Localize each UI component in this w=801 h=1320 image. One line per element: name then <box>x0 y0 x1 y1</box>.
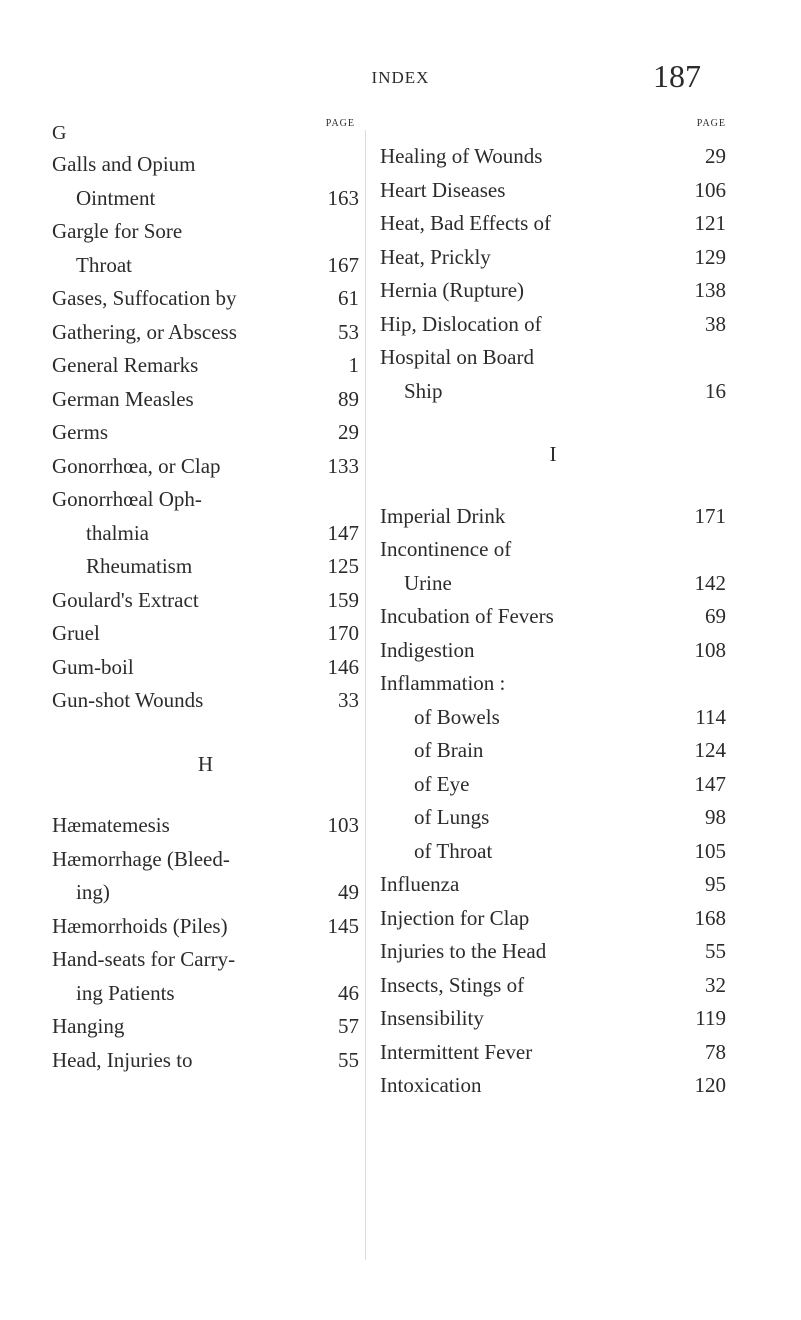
index-entry <box>52 349 359 383</box>
section-heading-h <box>52 748 359 782</box>
entry-page: 129 <box>694 244 726 269</box>
entry-text: Gases, Suffocation by <box>52 286 237 310</box>
entry-page: 145 <box>327 913 359 938</box>
entry-page: 120 <box>694 1073 726 1097</box>
index-entry <box>380 500 726 534</box>
entry-page: 29 <box>338 420 359 444</box>
index-list-h-cont <box>380 140 726 408</box>
entry-page: 125 <box>327 554 359 578</box>
entry-text: Injection for Clap <box>380 905 530 930</box>
entry-text: Incubation of Fevers <box>380 604 554 628</box>
entry-page: 147 <box>327 520 359 545</box>
index-entry <box>380 768 726 802</box>
entry-page: 133 <box>327 453 359 478</box>
entry-text: Rheumatism <box>86 554 193 578</box>
entry-text: Urine <box>404 570 452 595</box>
entry-page: 167 <box>327 252 359 277</box>
index-entry <box>52 876 359 910</box>
entry-text: Gun-shot Wounds <box>52 688 204 712</box>
entry-page: 46 <box>338 980 359 1005</box>
section-letter: G <box>52 122 67 144</box>
entry-text: Hand-seats for Carry- <box>52 947 236 971</box>
entry-page: 163 <box>327 185 359 210</box>
index-entry <box>52 977 359 1011</box>
index-entry <box>52 617 359 651</box>
index-entry <box>52 684 359 718</box>
entry-text: Intoxication <box>380 1073 482 1097</box>
entry-text: Hæmatemesis <box>52 813 170 837</box>
entry-page: 170 <box>327 621 359 645</box>
index-entry <box>380 274 726 308</box>
entry-text: ing Patients <box>76 980 175 1005</box>
entry-text: Gathering, or Abscess <box>52 319 237 344</box>
page-header <box>0 58 801 98</box>
index-entry <box>380 835 726 869</box>
index-entry <box>52 943 359 977</box>
index-entry <box>52 416 359 450</box>
entry-page: 89 <box>338 386 359 411</box>
entry-text: Insensibility <box>380 1006 484 1030</box>
entry-text: Hip, Dislocation of <box>380 311 542 336</box>
entry-page: 106 <box>694 177 726 202</box>
page-number: 187 <box>653 58 701 94</box>
entry-text: Heat, Prickly <box>380 244 491 269</box>
page-column-label: PAGE <box>325 118 355 129</box>
index-list-h <box>52 809 359 1077</box>
index-entry <box>380 801 726 835</box>
entry-page: 124 <box>694 738 726 762</box>
page-column-header <box>380 118 726 140</box>
index-entry <box>52 550 359 584</box>
entry-page: 55 <box>338 1047 359 1072</box>
index-entry <box>380 140 726 174</box>
index-entry <box>52 182 359 216</box>
entry-page: 121 <box>694 211 726 235</box>
entry-page: 142 <box>694 570 726 595</box>
entry-text: of Bowels <box>414 704 500 729</box>
entry-text: Healing of Wounds <box>380 144 543 168</box>
index-entry <box>380 308 726 342</box>
entry-text: Hæmorrhoids (Piles) <box>52 913 228 938</box>
entry-text: Galls and Opium <box>52 152 196 176</box>
entry-page: 55 <box>705 939 726 963</box>
entry-text: Ship <box>404 378 443 403</box>
entry-page: 78 <box>705 1039 726 1064</box>
entry-text: German Measles <box>52 386 194 411</box>
index-entry <box>52 1044 359 1078</box>
entry-page: 61 <box>338 286 359 310</box>
entry-text: Injuries to the Head <box>380 939 547 963</box>
entry-page: 32 <box>705 972 726 997</box>
index-entry <box>380 935 726 969</box>
running-title: INDEX <box>371 68 430 87</box>
index-entry <box>52 843 359 877</box>
entry-text: Heart Diseases <box>380 177 506 202</box>
index-entry <box>380 902 726 936</box>
index-entry <box>52 282 359 316</box>
entry-page: 103 <box>327 813 359 837</box>
index-entry <box>52 809 359 843</box>
entry-page: 53 <box>338 319 359 344</box>
index-entry <box>52 517 359 551</box>
entry-text: Gum-boil <box>52 654 134 679</box>
entry-text: Intermittent Fever <box>380 1039 533 1064</box>
entry-text: Influenza <box>380 872 460 896</box>
index-list-i <box>380 500 726 1103</box>
index-entry <box>380 1002 726 1036</box>
entry-page: 33 <box>338 688 359 712</box>
entry-text: General Remarks <box>52 353 199 377</box>
entry-text: Head, Injuries to <box>52 1047 193 1072</box>
index-entry <box>380 533 726 567</box>
entry-text: ing) <box>76 880 110 904</box>
entry-text: of Throat <box>414 838 493 863</box>
entry-text: Indigestion <box>380 637 475 662</box>
entry-page: 57 <box>338 1014 359 1038</box>
entry-page: 38 <box>705 311 726 336</box>
index-entry <box>52 316 359 350</box>
entry-page: 168 <box>694 905 726 930</box>
entry-text: thalmia <box>86 520 149 545</box>
page-column-label: PAGE <box>696 118 726 129</box>
index-entry <box>52 910 359 944</box>
entry-text: Imperial Drink <box>380 503 506 528</box>
index-entry <box>380 868 726 902</box>
index-entry <box>52 383 359 417</box>
entry-text: Ointment <box>76 185 156 210</box>
index-entry <box>380 207 726 241</box>
index-entry <box>52 651 359 685</box>
index-entry <box>380 341 726 375</box>
entry-text: Hæmorrhage (Bleed- <box>52 846 230 871</box>
entry-text: of Eye <box>414 771 470 796</box>
index-entry <box>52 148 359 182</box>
left-column <box>52 118 359 1077</box>
entry-page: 119 <box>695 1006 726 1030</box>
index-entry <box>380 734 726 768</box>
entry-text: Inflammation : <box>380 671 506 695</box>
entry-page: 98 <box>705 805 726 829</box>
index-list-g <box>52 148 359 718</box>
index-entry <box>52 584 359 618</box>
index-entry <box>380 174 726 208</box>
entry-page: 105 <box>694 838 726 863</box>
entry-page: 146 <box>327 654 359 679</box>
section-letter: I <box>549 442 557 466</box>
entry-text: Hernia (Rupture) <box>380 278 525 302</box>
entry-page: 108 <box>694 637 726 662</box>
entry-text: Insects, Stings of <box>380 972 525 997</box>
index-entry <box>380 241 726 275</box>
entry-page: 29 <box>705 144 726 168</box>
entry-page: 49 <box>338 880 359 904</box>
entry-text: Incontinence of <box>380 537 512 561</box>
right-column <box>380 118 726 1103</box>
entry-page: 171 <box>694 503 726 528</box>
index-entry <box>380 969 726 1003</box>
entry-page: 147 <box>694 771 726 796</box>
index-entry <box>52 483 359 517</box>
index-entry <box>380 375 726 409</box>
index-entry <box>380 701 726 735</box>
entry-text: Throat <box>76 252 132 277</box>
entry-text: of Brain <box>414 738 484 762</box>
entry-text: of Lungs <box>414 805 490 829</box>
entry-text: Gargle for Sore <box>52 219 183 243</box>
entry-page: 1 <box>348 353 359 377</box>
index-entry <box>52 249 359 283</box>
index-entry <box>52 1010 359 1044</box>
entry-text: Hospital on Board <box>380 345 534 369</box>
entry-text: Germs <box>52 420 108 444</box>
entry-page: 16 <box>705 378 726 403</box>
entry-page: 138 <box>694 278 726 302</box>
index-entry <box>380 667 726 701</box>
section-heading-g <box>52 118 359 148</box>
entry-text: Gonorrhœa, or Clap <box>52 453 221 478</box>
entry-page: 159 <box>327 587 359 612</box>
section-heading-i <box>380 438 726 472</box>
index-entry <box>380 634 726 668</box>
index-entry <box>380 1036 726 1070</box>
entry-text: Hanging <box>52 1014 125 1038</box>
entry-page: 95 <box>705 872 726 896</box>
entry-page: 69 <box>705 604 726 628</box>
entry-text: Goulard's Extract <box>52 587 199 612</box>
entry-page: 114 <box>695 704 726 729</box>
column-divider <box>365 130 366 1260</box>
entry-text: Gruel <box>52 621 100 645</box>
section-letter: H <box>197 751 214 776</box>
index-entry <box>52 450 359 484</box>
index-entry <box>380 567 726 601</box>
index-entry <box>380 600 726 634</box>
index-entry <box>52 215 359 249</box>
entry-text: Heat, Bad Effects of <box>380 211 552 235</box>
index-entry <box>380 1069 726 1103</box>
entry-text: Gonorrhœal Oph- <box>52 487 202 511</box>
